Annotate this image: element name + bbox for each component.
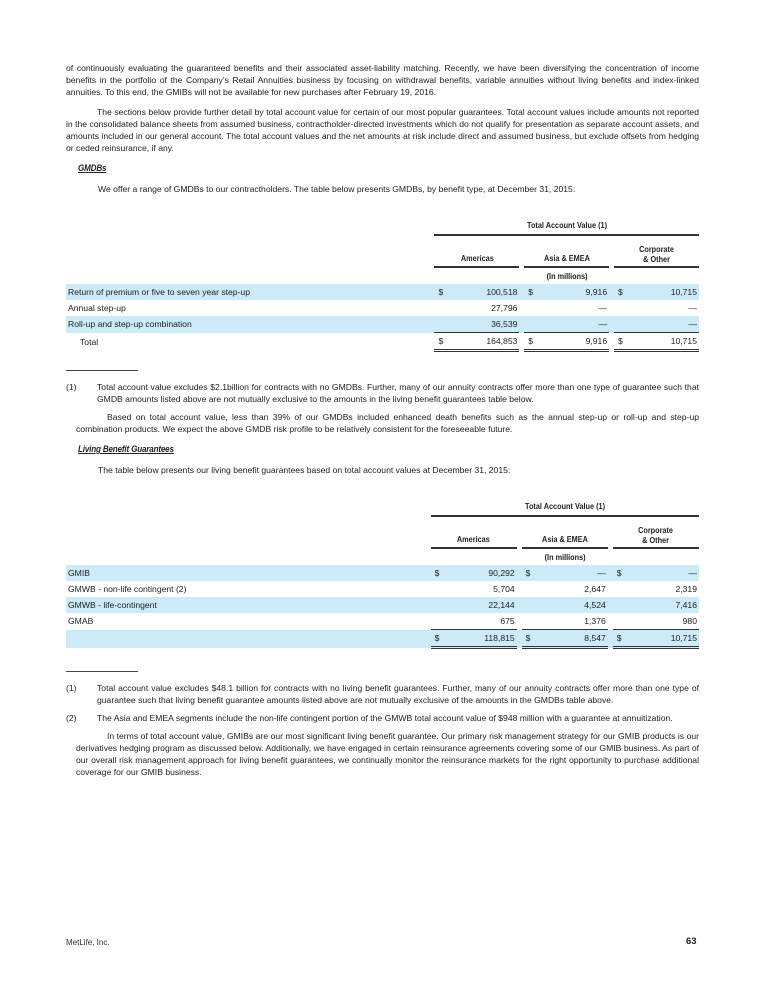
living-col-americas: Americas	[457, 534, 491, 544]
gmdb-col-americas: Americas	[460, 253, 494, 263]
living-col-corp-2: & Other	[642, 535, 670, 545]
living-footnote-1: (1) Total account value excludes $48.1 billion for contracts with no living benefit guarantees. Further, many of our annuity contracts offer more than one type of guarantee such that living benefit guarantee amounts listed above are not mutually exclusive of the amounts in the GMDBs table above.	[66, 683, 699, 705]
living-lead: The table below presents our living benefit guarantees based on total account values at December 31, 2015:	[98, 465, 511, 475]
footnote-divider	[66, 370, 138, 371]
table-row: GMWB - life-contingent 22,144 4,524 7,416	[66, 597, 699, 613]
living-col-corp-1: Corporate	[638, 525, 674, 535]
intro-paragraph-2: The sections below provide further detail by total account value for certain of our most popular guarantees. Total account values include amounts not reported in the consolidated balance sheets from assumed business, contractholder-directed investments which do not qualify for presentation as separate account assets, and amounts included in our general account. The total account values and the net amounts at risk include direct and assumed business, but exclude offsets from hedging or ceded reinsurance, if any.	[66, 107, 699, 153]
gmdb-col-corp-1: Corporate	[639, 244, 674, 254]
living-units: (In millions)	[544, 552, 586, 562]
table-total-row: Total $ 164,853 $ 9,916 $ 10,715	[66, 333, 699, 351]
gmdb-lead: We offer a range of GMDBs to our contractholders. The table below presents GMDBs, by benefit type, at December 31, 2015:	[98, 184, 576, 194]
table-total-row: $ 118,815 $ 8,547 $ 10,715	[66, 630, 699, 648]
gmdb-heading: GMDBs	[78, 163, 107, 174]
page-number: 63	[686, 936, 697, 947]
footer-company: MetLife, Inc.	[66, 938, 110, 947]
gmdb-footnote-1: (1) Total account value excludes $2.1billion for contracts with no GMDBs. Further, many of our annuity contracts offer more than one type of guarantee such that GMDB amounts listed above are not mutually exclusive to the amounts in the living benefit guarantees table below.	[66, 382, 699, 404]
living-footnote-2: (2) The Asia and EMEA segments include the non-life contingent portion of the GMWB total account value of $948 million with a guarantee at annuitization.	[66, 713, 673, 723]
intro-paragraph-1: of continuously evaluating the guaranteed benefits and their associated asset-liability matching. Recently, we have been diversifying the concentration of income benefits in the portfolio of the Company’s Retail Annuities business by focusing on withdrawal benefits, variable annuities without living benefits and index-linked annuities. To this end, the GMIBs will not be available for new purchases after February 19, 2016.	[66, 63, 699, 97]
table-row: GMAB 675 1,376 980	[68, 616, 697, 627]
living-after-paragraph: In terms of total account value, GMIBs are our most significant living benefit guarantee. Our primary risk management strategy for our GMIB products is our derivatives hedging program as discussed below. Additionally, we have engaged in certain reinsurance agreements covering some of our GMIB business. As part of our overall risk management approach for living benefit guarantees, we continually monitor the reinsurance markets for the right opportunity to purchase additional coverage for our GMIB business.	[76, 731, 699, 777]
gmdb-after-paragraph: Based on total account value, less than 39% of our GMDBs included enhanced death benefits such as the annual step-up or roll-up and step-up combination products. We expect the above GMDB risk profile to be relatively consistent for the foreseeable future.	[76, 412, 699, 434]
table-row: Roll-up and step-up combination 36,539 — —	[66, 316, 699, 333]
living-group-header: Total Account Value (1)	[524, 501, 605, 511]
living-heading: Living Benefit Guarantees	[78, 444, 174, 455]
document-page	[66, 62, 699, 778]
table-row: GMIB $ 90,292 $ — $ —	[66, 565, 699, 581]
gmdb-units: (In millions)	[546, 271, 588, 281]
footnote-divider	[66, 671, 138, 672]
table-row: GMWB - non-life contingent (2) 5,704 2,647 2,319	[68, 584, 697, 594]
living-col-asia: Asia & EMEA	[541, 534, 588, 544]
gmdb-col-corp-2: & Other	[643, 254, 670, 264]
table-row: Return of premium or five to seven year step-up $ 100,518 $ 9,916 $ 10,715	[66, 284, 699, 300]
gmdb-col-asia: Asia & EMEA	[543, 253, 590, 263]
living-table	[66, 498, 699, 649]
table-row: Annual step-up 27,796 — —	[68, 303, 697, 313]
gmdb-table	[66, 209, 699, 352]
gmdb-group-header: Total Account Value (1)	[526, 220, 607, 230]
